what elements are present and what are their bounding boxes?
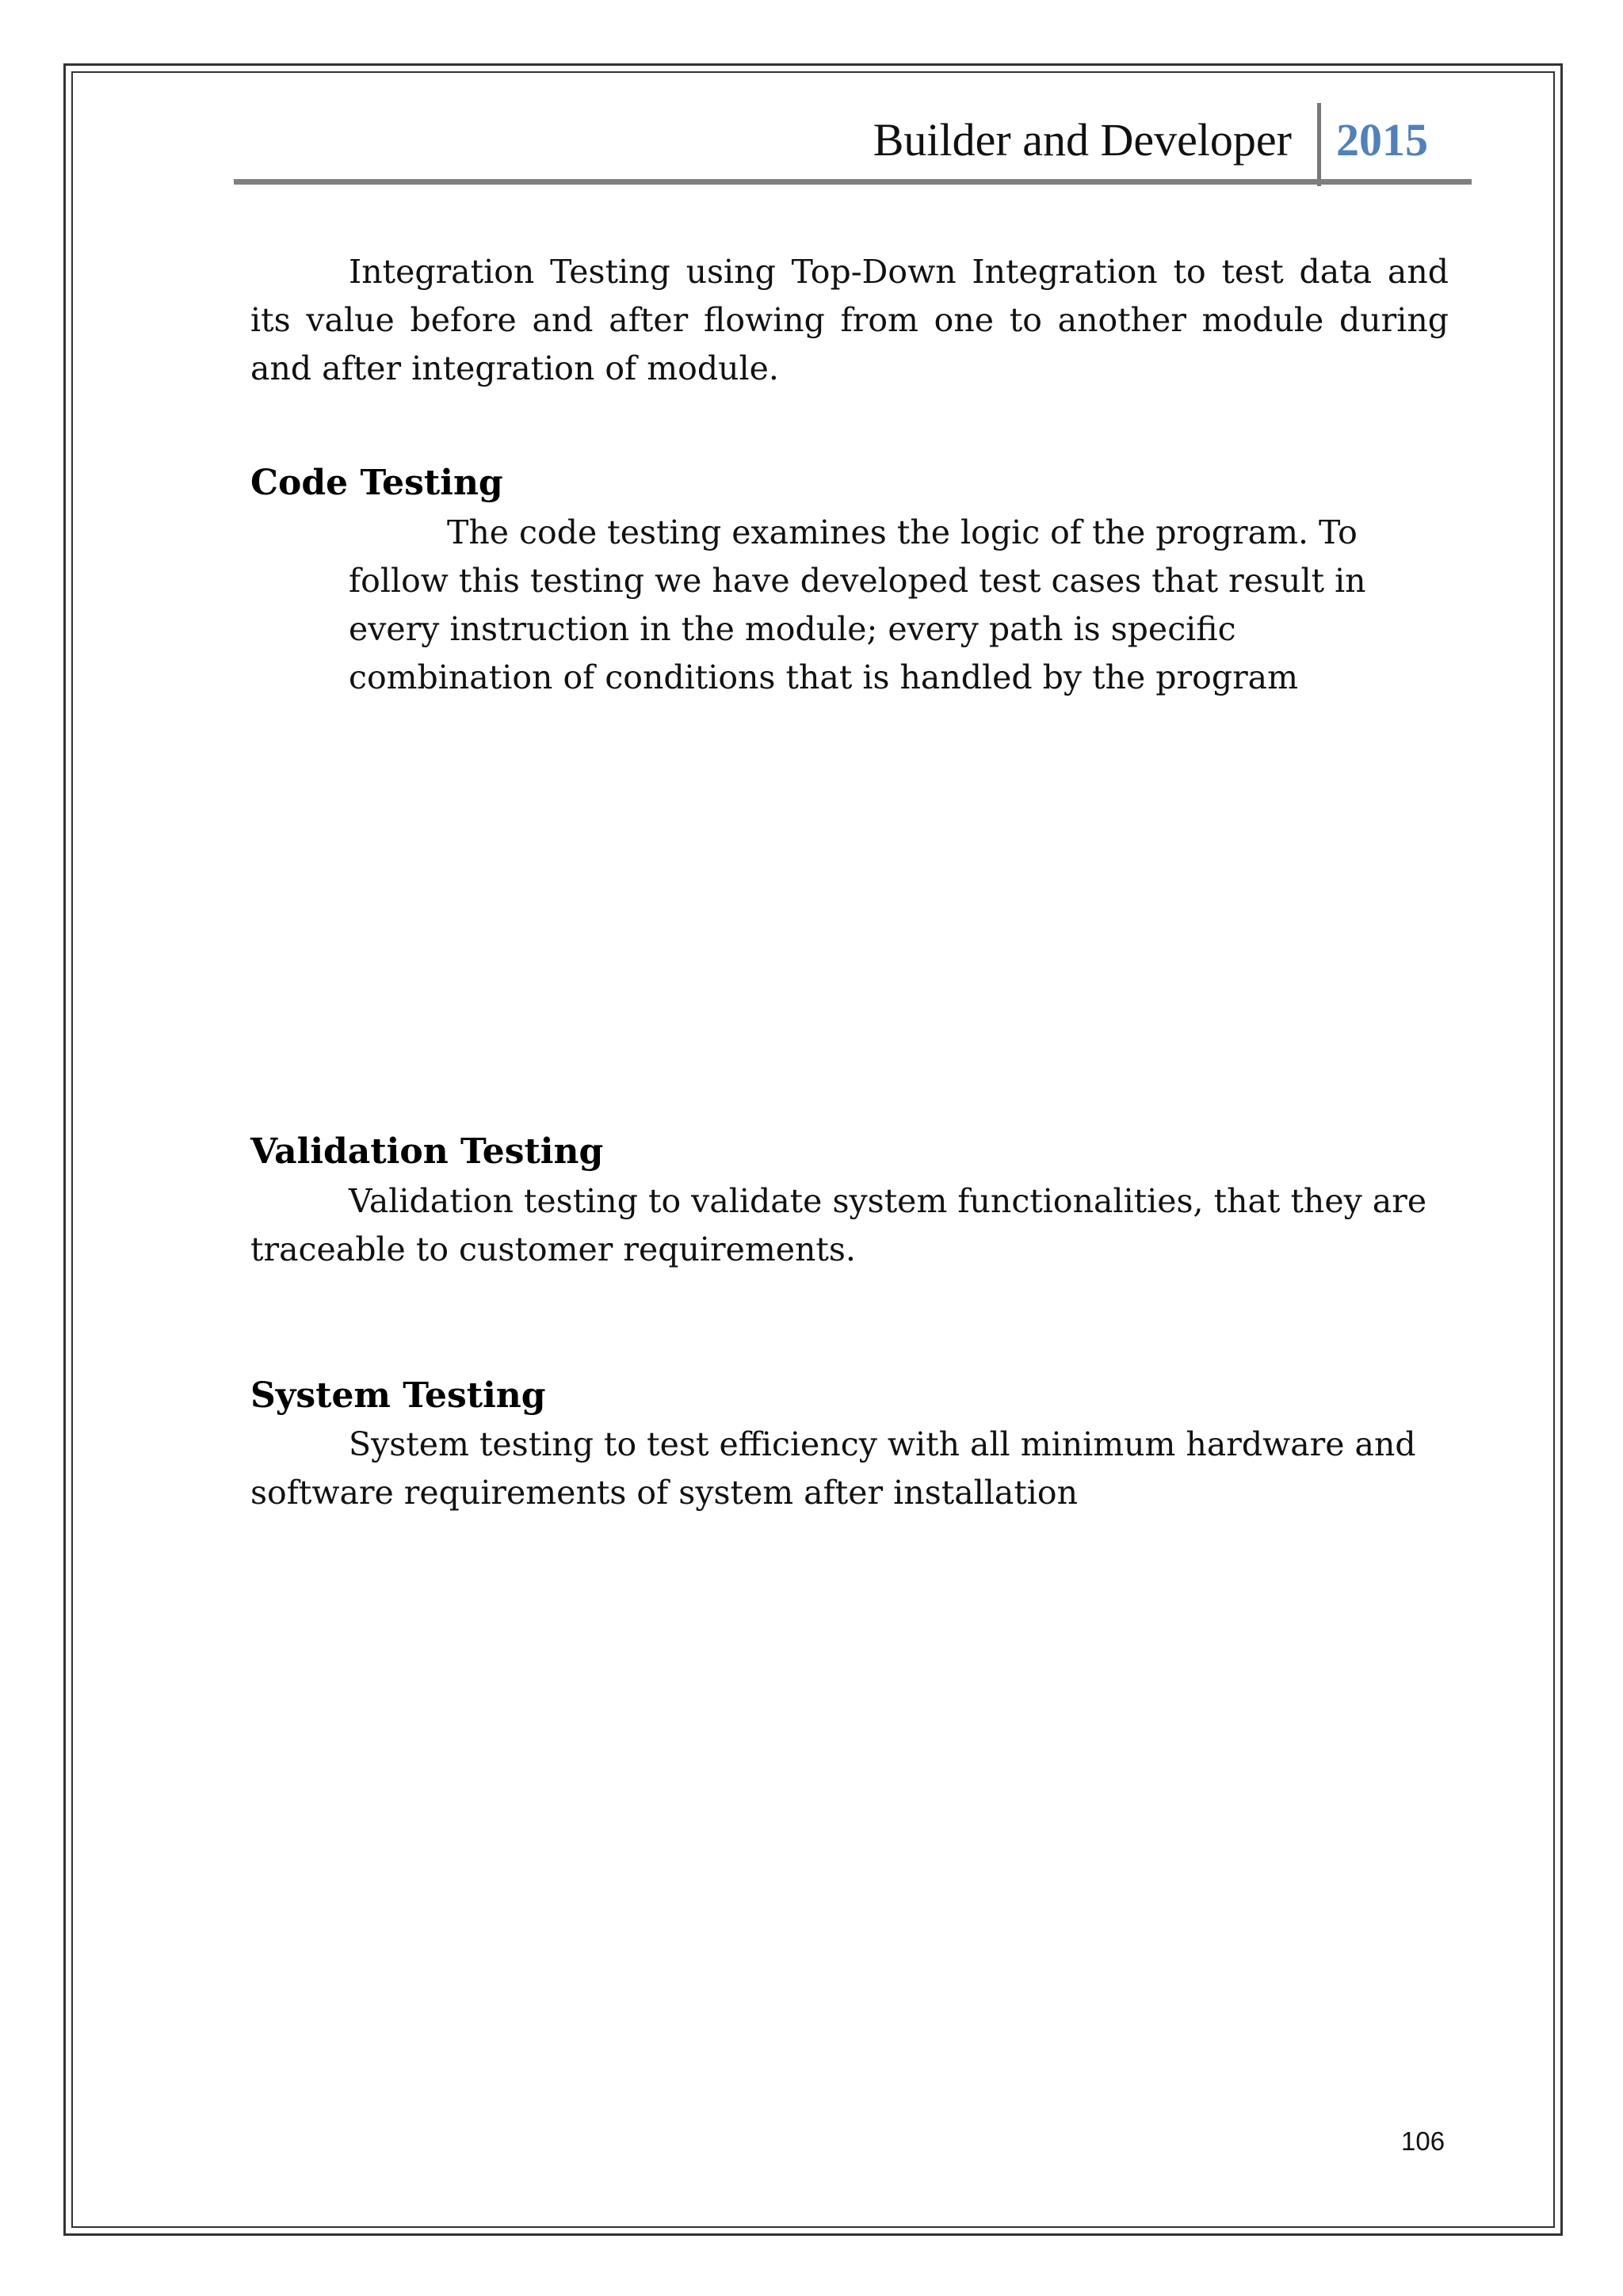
header-title: Builder and Developer [873, 114, 1292, 166]
header-rule [234, 179, 1472, 185]
page-number: 106 [1401, 2126, 1445, 2156]
section-heading-code-testing: Code Testing [250, 463, 503, 503]
section-body-code-testing: The code testing examines the logic of the program. To follow this testing we have developed test cases that result in every instruction in the module; every path is specific combination of conditions that is handled by the program [349, 513, 1366, 696]
section-heading-validation-testing: Validation Testing [250, 1131, 604, 1172]
intro-paragraph: Integration Testing using Top-Down Integration to test data and its value before and after flowing from one to another module during and after integration of module. [250, 253, 1449, 387]
header-separator [1317, 103, 1321, 186]
header-year: 2015 [1336, 114, 1428, 166]
section-heading-system-testing: System Testing [250, 1375, 546, 1416]
section-body-validation-testing: Validation testing to validate system functionalities, that they are traceable to customer requirements. [250, 1182, 1427, 1268]
section-body-system-testing: System testing to test efficiency with all minimum hardware and software requirements of system after installation [250, 1425, 1416, 1512]
